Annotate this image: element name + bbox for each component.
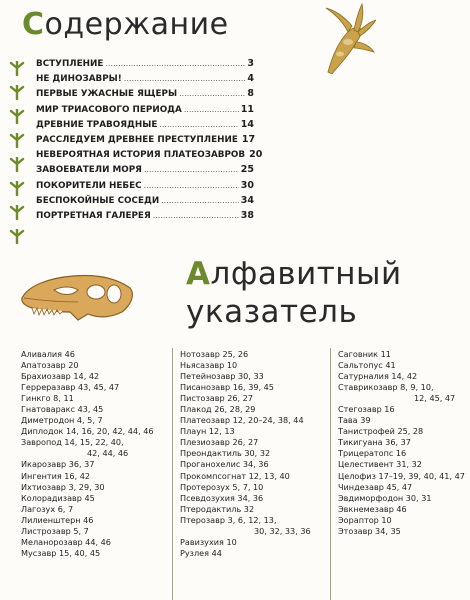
index-entry: Пистозавр 26, 27	[180, 393, 253, 404]
dinosaur-footprint-icon	[9, 205, 25, 220]
index-entry: Герреразавр 43, 45, 47	[21, 382, 120, 393]
index-entry: Сатурналия 14, 42	[338, 371, 418, 382]
index-entry: Завропод 14, 15, 22, 40,	[21, 437, 124, 448]
index-entry: Ньясазавр 10	[180, 360, 238, 371]
dinosaur-footprint-icon	[9, 133, 25, 148]
index-entry: Протерозух 5, 7, 10	[180, 481, 264, 492]
toc-item-title: ДРЕВНИЕ ТРАВОЯДНЫЕ	[36, 119, 158, 130]
toc-leader	[179, 86, 245, 101]
index-title-line1	[186, 256, 402, 292]
toc-item[interactable]	[36, 86, 254, 101]
toc-title	[22, 5, 229, 45]
index-entry: Чиндезавр 45, 47	[338, 481, 413, 492]
toc-item[interactable]	[36, 132, 254, 147]
toc-item[interactable]	[36, 56, 254, 71]
toc-list	[36, 56, 263, 223]
index-entry: Проганохелис 34, 36	[180, 459, 269, 470]
index-entry: Плакод 26, 28, 29	[180, 404, 256, 415]
index-entry: Лилиенштерн 46	[21, 514, 94, 525]
index-entry: Тикигуана 36, 37	[338, 437, 411, 448]
index-entry: Саговник 11	[338, 349, 391, 359]
toc-item-page: 38	[240, 209, 254, 221]
toc-item[interactable]	[36, 117, 254, 132]
index-entry: Тава 39	[338, 415, 371, 426]
toc-item[interactable]	[36, 102, 254, 117]
toc-item-page: 11	[240, 103, 254, 115]
index-entry: Целофиз 17–19, 39, 40, 41, 47	[338, 470, 465, 481]
index-column-2	[180, 349, 311, 559]
index-entry: Брахиозавр 14, 42	[21, 371, 100, 382]
toc-leader	[159, 117, 238, 132]
index-entry: Ингентия 16, 42	[21, 470, 91, 481]
toc-item[interactable]	[36, 208, 254, 223]
index-entry: Нотозавр 25, 26	[180, 349, 249, 359]
index-entry: Писанозавр 16, 39, 45	[180, 382, 274, 393]
index-column-1	[21, 349, 154, 559]
index-title-rest: лфавитный	[210, 256, 402, 292]
dinosaur-footprint-icon	[9, 157, 25, 172]
toc-item-page: 20	[249, 149, 263, 161]
toc-item-page: 17	[241, 133, 256, 145]
toc-item-title: ПОКОРИТЕЛИ НЕБЕС	[36, 180, 142, 191]
index-entry: Сальтопус 41	[338, 360, 396, 371]
index-entry: Прокомпсогнат 12, 13, 40	[180, 470, 290, 481]
toc-leader	[184, 102, 239, 117]
column-divider	[330, 348, 331, 600]
dinosaur-claw-illustration	[318, 2, 376, 74]
index-entry: Плезиозавр 26, 27	[180, 437, 259, 448]
index-entry: Аливалия 46	[21, 349, 75, 359]
index-entry: Птеродактиль 32	[180, 503, 255, 514]
index-entry: Этозавр 34, 35	[338, 525, 401, 536]
toc-item-page: 3	[247, 58, 254, 69]
toc-item-title: ПЕРВЫЕ УЖАСНЫЕ ЯЩЕРЫ	[36, 89, 178, 100]
column-divider	[172, 348, 173, 600]
index-entry: Икарозавр 36, 37	[21, 459, 95, 470]
index-entry: Меланорозавр 44, 46	[21, 536, 111, 547]
toc-leader	[161, 193, 239, 208]
dinosaur-footprint-icon	[9, 109, 25, 124]
index-entry: Платеозавр 12, 20–24, 38, 44	[180, 415, 304, 426]
toc-item-title: ЗАВОЕВАТЕЛИ МОРЯ	[36, 165, 142, 176]
index-column-3	[338, 349, 465, 537]
index-entry: Диплодок 14, 16, 20, 42, 44, 46	[21, 426, 154, 437]
index-entry: Рузлея 44	[180, 547, 222, 558]
toc-item-title: МИР ТРИАСОВОГО ПЕРИОДА	[36, 104, 182, 115]
index-entry: Апатозавр 20	[21, 360, 79, 371]
index-entry: Эвдиморфодон 30, 31	[338, 492, 432, 503]
toc-item[interactable]	[36, 178, 254, 193]
toc-title-rest: одержание	[44, 7, 229, 42]
dinosaur-footprint-icon	[9, 181, 25, 196]
index-entry: Мусзавр 15, 40, 45	[21, 547, 101, 558]
index-entry: Псевдозухия 34, 36	[180, 492, 264, 503]
index-entry: Гнатоваракс 43, 45	[21, 404, 104, 415]
toc-item[interactable]	[36, 71, 254, 86]
toc-item-title: ВСТУПЛЕНИЕ	[36, 59, 104, 69]
index-entry: Плаун 12, 13	[180, 426, 235, 437]
toc-item-page: 30	[240, 179, 254, 191]
toc-item[interactable]	[36, 147, 263, 162]
toc-item-title: ПОРТРЕТНАЯ ГАЛЕРЕЯ	[36, 210, 151, 221]
dinosaur-footprint-icon	[9, 61, 25, 76]
index-entry-continuation: 42, 44, 46	[87, 448, 129, 459]
index-entry: Диметродон 4, 5, 7	[21, 415, 103, 426]
toc-leader	[144, 178, 239, 193]
toc-item-page: 14	[240, 118, 254, 130]
toc-item-title: БЕСПОКОЙНЫЕ СОСЕДИ	[36, 195, 160, 206]
index-entry: Ставрикозавр 8, 9, 10,	[338, 382, 434, 393]
index-entry: Колорадизавр 45	[21, 492, 95, 503]
toc-item[interactable]	[36, 162, 254, 177]
dinosaur-skull-illustration	[18, 268, 136, 324]
index-entry: Стегозавр 16	[338, 404, 395, 415]
index-entry: Петейнозавр 30, 33	[180, 371, 264, 382]
index-entry: Листрозавр 5, 7	[21, 525, 89, 536]
dinosaur-footprint-icon	[9, 85, 25, 100]
index-entry: Ихтиозавр 3, 29, 30	[21, 481, 105, 492]
toc-leader	[124, 71, 246, 86]
index-entry: Преондактиль 30, 32	[180, 448, 271, 459]
index-entry: Эораптор 10	[338, 514, 392, 525]
toc-item-title: РАССЛЕДУЕМ ДРЕВНЕЕ ПРЕСТУПЛЕНИЕ	[36, 134, 238, 145]
toc-item[interactable]	[36, 193, 254, 208]
index-entry: Танистрофей 25, 28	[338, 426, 424, 437]
toc-item-title: НЕ ДИНОЗАВРЫ!	[36, 74, 122, 85]
index-entry: Равизухия 10	[180, 536, 237, 547]
index-entry: Гинкго 8, 11	[21, 393, 74, 404]
toc-leader	[153, 208, 239, 223]
dinosaur-footprint-icon	[9, 229, 25, 244]
toc-item-title: НЕВЕРОЯТНАЯ ИСТОРИЯ ПЛАТЕОЗАВРОВ	[36, 150, 246, 161]
index-title-line2: указатель	[186, 294, 358, 330]
index-entry: Эвкнемезавр 46	[338, 503, 407, 514]
toc-leader	[144, 162, 239, 177]
toc-item-page: 8	[247, 88, 254, 100]
toc-title-initial: С	[22, 7, 45, 42]
index-entry-continuation: 30, 32, 33, 36	[254, 525, 311, 536]
index-entry-continuation: 12, 45, 47	[414, 393, 456, 404]
toc-item-page: 4	[247, 73, 254, 85]
index-entry: Лагозух 6, 7	[21, 503, 74, 514]
index-entry: Целестивент 31, 32	[338, 459, 422, 470]
toc-item-page: 34	[240, 194, 254, 206]
index-entry: Трицератопс 16	[338, 448, 407, 459]
toc-item-page: 25	[240, 164, 254, 176]
index-entry: Птерозавр 3, 6, 12, 13,	[180, 514, 277, 525]
toc-leader	[105, 56, 245, 71]
index-title-initial: А	[186, 256, 211, 292]
